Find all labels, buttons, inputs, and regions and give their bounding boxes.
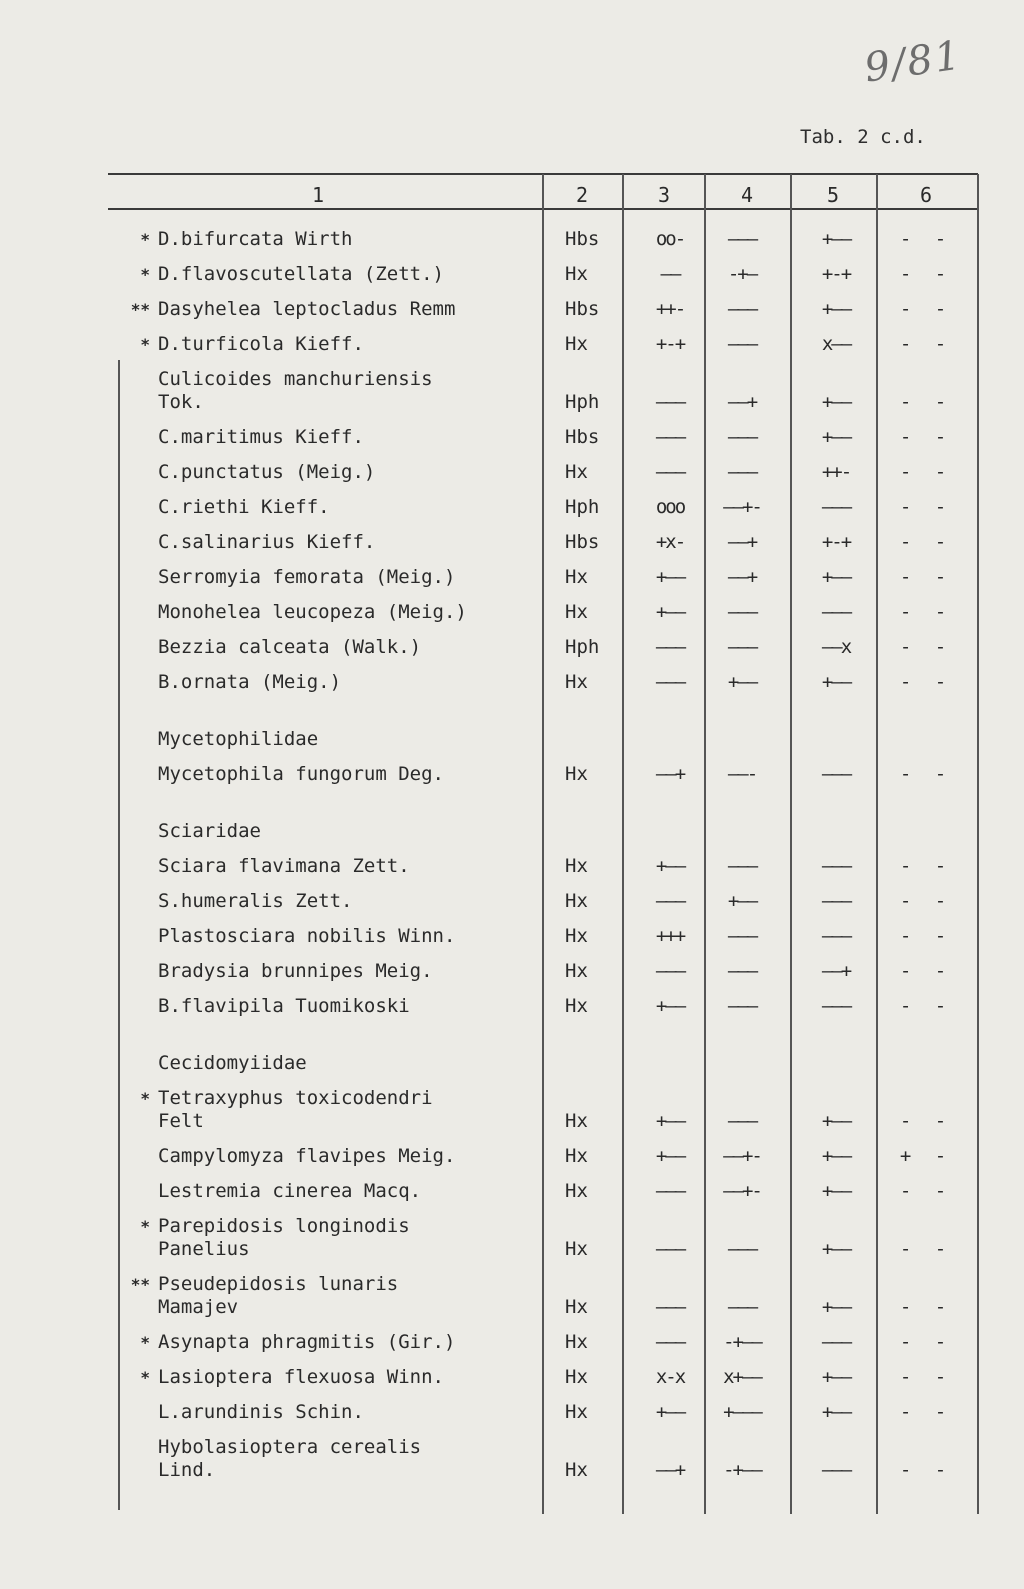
value-cell-4: -+— xyxy=(727,263,757,285)
value-cell-4: ——— xyxy=(727,228,757,250)
value-cell-3: ++- xyxy=(655,298,685,320)
species-name: D.flavoscutellata (Zett.) xyxy=(158,263,444,285)
value-cell-3: ——— xyxy=(655,461,685,483)
new-record-mark: ** xyxy=(130,300,150,319)
value-cell-6: - - xyxy=(899,531,953,553)
species-name: Asynapta phragmitis (Gir.) xyxy=(158,1331,456,1353)
table-row xyxy=(0,671,1024,711)
habitat-cell: Hbs xyxy=(565,298,600,320)
column-header-1: 1 xyxy=(311,183,325,207)
species-name: Bezzia calceata (Walk.) xyxy=(158,636,422,658)
new-record-mark: * xyxy=(140,335,150,354)
table-row xyxy=(0,263,1024,303)
species-name: B.flavipila Tuomikoski xyxy=(158,995,410,1017)
habitat-cell: Hph xyxy=(565,391,600,413)
value-cell-4: ——- xyxy=(727,763,757,785)
new-record-mark: * xyxy=(140,1089,150,1108)
species-name: Lasioptera flexuosa Winn. xyxy=(158,1366,444,1388)
habitat-cell: Hx xyxy=(565,566,588,588)
value-cell-5: ——— xyxy=(821,763,851,785)
value-cell-5: ——— xyxy=(821,925,851,947)
new-record-mark: * xyxy=(140,1368,150,1387)
habitat-cell: Hph xyxy=(565,496,600,518)
value-cell-6: - - xyxy=(899,763,953,785)
value-cell-5: +—— xyxy=(821,566,851,588)
table-row xyxy=(0,1273,1024,1318)
table-row xyxy=(0,1145,1024,1185)
table-row xyxy=(0,1087,1024,1132)
table-row xyxy=(0,368,1024,413)
species-name: Sciara flavimana Zett. xyxy=(158,855,410,877)
table-row xyxy=(0,890,1024,930)
value-cell-6: - - xyxy=(899,1401,953,1423)
value-cell-4: ——+ xyxy=(727,566,757,588)
value-cell-6: - - xyxy=(899,855,953,877)
habitat-cell: Hx xyxy=(565,1296,588,1318)
value-cell-3: —— xyxy=(660,263,680,285)
value-cell-6: - - xyxy=(899,496,953,518)
value-cell-5: x—— xyxy=(821,333,851,355)
value-cell-3: ——+ xyxy=(655,1459,685,1481)
species-name: Mycetophila fungorum Deg. xyxy=(158,763,444,785)
value-cell-3: +—— xyxy=(655,1145,685,1167)
value-cell-4: +——— xyxy=(723,1401,761,1423)
table-row xyxy=(0,1331,1024,1371)
table-row xyxy=(0,995,1024,1035)
value-cell-4: ——— xyxy=(727,601,757,623)
value-cell-6: - - xyxy=(899,263,953,285)
value-cell-5: ++- xyxy=(821,461,851,483)
family-heading: Mycetophilidae xyxy=(158,728,319,750)
value-cell-4: ——+ xyxy=(727,391,757,413)
table-row xyxy=(0,426,1024,466)
value-cell-5: +—— xyxy=(821,1401,851,1423)
table-row xyxy=(0,531,1024,571)
value-cell-4: ——+- xyxy=(723,1145,761,1167)
species-name: Tetraxyphus toxicodendri Felt xyxy=(158,1087,433,1132)
value-cell-6: - - xyxy=(899,228,953,250)
value-cell-6: - - xyxy=(899,636,953,658)
handwritten-page-number: 9/81 xyxy=(861,32,965,92)
habitat-cell: Hx xyxy=(565,1401,588,1423)
habitat-cell: Hbs xyxy=(565,531,600,553)
value-cell-4: ——— xyxy=(727,995,757,1017)
species-name: Monohelea leucopeza (Meig.) xyxy=(158,601,467,623)
value-cell-6: - - xyxy=(899,925,953,947)
value-cell-3: +—— xyxy=(655,995,685,1017)
value-cell-5: +-+ xyxy=(821,531,851,553)
value-cell-3: ooo xyxy=(655,496,685,518)
habitat-cell: Hph xyxy=(565,636,600,658)
column-header-3: 3 xyxy=(657,183,671,207)
species-name: Dasyhelea leptocladus Remm xyxy=(158,298,456,320)
value-cell-6: - - xyxy=(899,391,953,413)
value-cell-5: ——+ xyxy=(821,960,851,982)
column-header-6: 6 xyxy=(919,183,933,207)
species-name: Parepidosis longinodis Panelius xyxy=(158,1215,410,1260)
value-cell-3: +-+ xyxy=(655,333,685,355)
habitat-cell: Hx xyxy=(565,1459,588,1481)
table-row xyxy=(0,1180,1024,1220)
value-cell-3: +++ xyxy=(655,925,685,947)
value-cell-3: ——— xyxy=(655,671,685,693)
value-cell-6: - - xyxy=(899,1366,953,1388)
habitat-cell: Hx xyxy=(565,461,588,483)
habitat-cell: Hx xyxy=(565,960,588,982)
value-cell-3: ——— xyxy=(655,1331,685,1353)
value-cell-5: +—— xyxy=(821,1110,851,1132)
habitat-cell: Hx xyxy=(565,1180,588,1202)
habitat-cell: Hx xyxy=(565,671,588,693)
value-cell-5: ——— xyxy=(821,496,851,518)
value-cell-4: ——— xyxy=(727,1238,757,1260)
value-cell-5: ——— xyxy=(821,1459,851,1481)
species-name: C.punctatus (Meig.) xyxy=(158,461,376,483)
table-row xyxy=(0,763,1024,803)
table-row xyxy=(0,636,1024,676)
value-cell-6: - - xyxy=(899,890,953,912)
value-cell-3: ——— xyxy=(655,960,685,982)
value-cell-4: ——— xyxy=(727,298,757,320)
habitat-cell: Hx xyxy=(565,763,588,785)
table-row xyxy=(0,1401,1024,1441)
table-row xyxy=(0,298,1024,338)
habitat-cell: Hx xyxy=(565,855,588,877)
table-row xyxy=(0,1436,1024,1481)
habitat-cell: Hx xyxy=(565,601,588,623)
species-name: Campylomyza flavipes Meig. xyxy=(158,1145,456,1167)
value-cell-5: +—— xyxy=(821,1366,851,1388)
species-name: C.riethi Kieff. xyxy=(158,496,330,518)
value-cell-3: +x- xyxy=(655,531,685,553)
table-row xyxy=(0,461,1024,501)
value-cell-6: - - xyxy=(899,1238,953,1260)
value-cell-6: - - xyxy=(899,461,953,483)
value-cell-6: - - xyxy=(899,1180,953,1202)
value-cell-5: ——x xyxy=(821,636,851,658)
value-cell-3: +—— xyxy=(655,601,685,623)
species-name: Plastosciara nobilis Winn. xyxy=(158,925,456,947)
habitat-cell: Hx xyxy=(565,1145,588,1167)
species-name: S.humeralis Zett. xyxy=(158,890,353,912)
column-header-2: 2 xyxy=(575,183,589,207)
value-cell-5: ——— xyxy=(821,890,851,912)
value-cell-4: -+—— xyxy=(723,1459,761,1481)
value-cell-3: x-x xyxy=(655,1366,685,1388)
value-cell-4: x+—— xyxy=(723,1366,761,1388)
value-cell-5: +—— xyxy=(821,1296,851,1318)
table-row xyxy=(0,496,1024,536)
value-cell-3: +—— xyxy=(655,1401,685,1423)
value-cell-4: ——+- xyxy=(723,496,761,518)
value-cell-4: ——+ xyxy=(727,531,757,553)
value-cell-4: +—— xyxy=(727,671,757,693)
value-cell-6: - - xyxy=(899,566,953,588)
value-cell-3: ——— xyxy=(655,426,685,448)
species-name: C.salinarius Kieff. xyxy=(158,531,376,553)
habitat-cell: Hx xyxy=(565,1366,588,1388)
value-cell-6: - - xyxy=(899,426,953,448)
value-cell-5: +—— xyxy=(821,391,851,413)
value-cell-5: +—— xyxy=(821,426,851,448)
value-cell-4: ——— xyxy=(727,426,757,448)
value-cell-4: ——— xyxy=(727,925,757,947)
family-heading: Cecidomyiidae xyxy=(158,1052,307,1074)
new-record-mark: * xyxy=(140,1217,150,1236)
value-cell-6: - - xyxy=(899,671,953,693)
value-cell-6: - - xyxy=(899,995,953,1017)
value-cell-5: +—— xyxy=(821,671,851,693)
value-cell-3: ——— xyxy=(655,1180,685,1202)
species-name: C.maritimus Kieff. xyxy=(158,426,364,448)
value-cell-6: - - xyxy=(899,1296,953,1318)
species-name: B.ornata (Meig.) xyxy=(158,671,342,693)
habitat-cell: Hx xyxy=(565,263,588,285)
value-cell-4: +—— xyxy=(727,890,757,912)
species-name: Serromyia femorata (Meig.) xyxy=(158,566,456,588)
value-cell-4: ——— xyxy=(727,636,757,658)
table-row xyxy=(0,333,1024,373)
table-row xyxy=(0,925,1024,965)
new-record-mark: ** xyxy=(130,1275,150,1294)
new-record-mark: * xyxy=(140,230,150,249)
value-cell-5: ——— xyxy=(821,1331,851,1353)
habitat-cell: Hx xyxy=(565,995,588,1017)
value-cell-3: ——— xyxy=(655,890,685,912)
habitat-cell: Hbs xyxy=(565,426,600,448)
value-cell-5: +—— xyxy=(821,1238,851,1260)
table-row xyxy=(0,228,1024,268)
value-cell-5: ——— xyxy=(821,601,851,623)
value-cell-6: - - xyxy=(899,1110,953,1132)
value-cell-3: +—— xyxy=(655,1110,685,1132)
value-cell-3: +—— xyxy=(655,566,685,588)
value-cell-6: - - xyxy=(899,298,953,320)
value-cell-3: ——— xyxy=(655,391,685,413)
habitat-cell: Hx xyxy=(565,890,588,912)
table-row xyxy=(0,1215,1024,1260)
value-cell-6: - - xyxy=(899,1459,953,1481)
value-cell-5: +—— xyxy=(821,1145,851,1167)
habitat-cell: Hx xyxy=(565,1110,588,1132)
column-header-5: 5 xyxy=(826,183,840,207)
value-cell-6: - - xyxy=(899,960,953,982)
table-reference: Tab. 2 c.d. xyxy=(800,126,926,148)
habitat-cell: Hx xyxy=(565,1238,588,1260)
value-cell-4: ——— xyxy=(727,960,757,982)
value-cell-5: +—— xyxy=(821,1180,851,1202)
species-name: D.bifurcata Wirth xyxy=(158,228,353,250)
species-name: Lestremia cinerea Macq. xyxy=(158,1180,422,1202)
value-cell-3: +—— xyxy=(655,855,685,877)
table-row xyxy=(0,566,1024,606)
value-cell-5: +—— xyxy=(821,298,851,320)
value-cell-6: - - xyxy=(899,601,953,623)
value-cell-4: -+—— xyxy=(723,1331,761,1353)
value-cell-4: ——+- xyxy=(723,1180,761,1202)
table-row xyxy=(0,855,1024,895)
habitat-cell: Hx xyxy=(565,925,588,947)
table-row xyxy=(0,960,1024,1000)
habitat-cell: Hbs xyxy=(565,228,600,250)
value-cell-3: oo- xyxy=(655,228,685,250)
value-cell-5: +-+ xyxy=(821,263,851,285)
new-record-mark: * xyxy=(140,265,150,284)
value-cell-4: ——— xyxy=(727,855,757,877)
value-cell-4: ——— xyxy=(727,333,757,355)
value-cell-3: ——— xyxy=(655,636,685,658)
value-cell-6: - - xyxy=(899,333,953,355)
value-cell-3: ——— xyxy=(655,1296,685,1318)
table-row xyxy=(0,601,1024,641)
species-name: Pseudepidosis lunaris Mamajev xyxy=(158,1273,399,1318)
value-cell-6: - - xyxy=(899,1331,953,1353)
column-header-4: 4 xyxy=(740,183,754,207)
family-heading: Sciaridae xyxy=(158,820,261,842)
value-cell-4: ——— xyxy=(727,1110,757,1132)
species-name: Culicoides manchuriensis Tok. xyxy=(158,368,433,413)
species-name: Hybolasioptera cerealis Lind. xyxy=(158,1436,422,1481)
value-cell-5: ——— xyxy=(821,995,851,1017)
table-row xyxy=(0,1366,1024,1406)
value-cell-3: ——+ xyxy=(655,763,685,785)
value-cell-4: ——— xyxy=(727,461,757,483)
value-cell-3: ——— xyxy=(655,1238,685,1260)
value-cell-5: +—— xyxy=(821,228,851,250)
value-cell-5: ——— xyxy=(821,855,851,877)
species-name: L.arundinis Schin. xyxy=(158,1401,364,1423)
habitat-cell: Hx xyxy=(565,1331,588,1353)
value-cell-6: + - xyxy=(899,1145,953,1167)
habitat-cell: Hx xyxy=(565,333,588,355)
value-cell-4: ——— xyxy=(727,1296,757,1318)
species-name: D.turficola Kieff. xyxy=(158,333,364,355)
new-record-mark: * xyxy=(140,1333,150,1352)
species-name: Bradysia brunnipes Meig. xyxy=(158,960,433,982)
